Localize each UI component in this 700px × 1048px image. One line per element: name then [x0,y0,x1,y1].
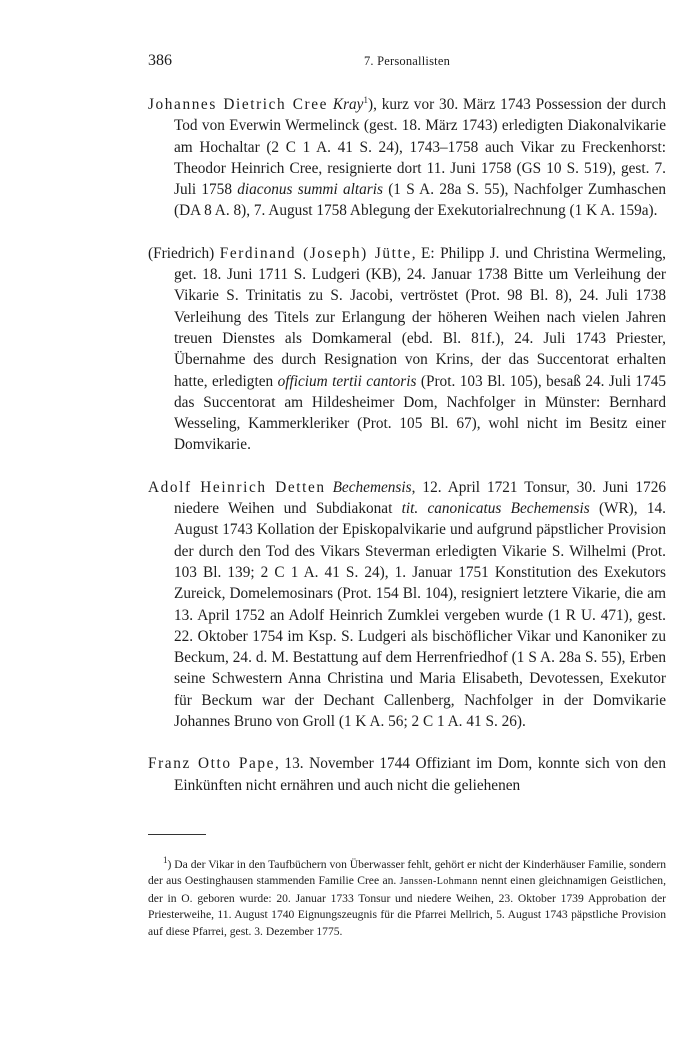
entry-name: Adolf Heinrich Detten [148,478,326,496]
entry-pape [148,753,666,796]
page-number: 386 [148,52,172,69]
entry-text: (WR), 14. August 1743 Kollation der Episkopalvikarie und aufgrund päpstlicher Provision der durch den Tod des Vikars Steverman erledigten Vikarie S. Wilhelmi (Prot. 103 Bl. 139; 2 C 1 A. 41 S. 24), 1. Januar 1751 Konstitution des Exekutors Zureick, Domelemosinars (Prot. 154 Bl. 104), resigniert letztere Vikarie, die am 13. April 1752 an Adolf Heinrich Zumklei vergeben wurde (1 R U. 471), gest. 22. Oktober 1754 im Ksp. S. Ludgeri als bischöflicher Vikar und Kanoniker zu Beckum, 24. d. M. Bestattung auf dem Herrenfriedhof (1 S A. 28a S. 55), Erben seine Schwestern Anna Christina und Maria Elisabeth, Devotessen, Exekutor für Beckum war der Dechant Callenberg, Nachfolger in der Domvikarie Johannes Bruno von Groll (1 K A. 56; 2 C 1 A. 41 S. 26). [174,500,666,731]
entry-text: ), kurz vor 30. März 1743 Possession der durch Tod von Everwin Wermelinck (gest. 18. März 1743) erledigten Diakonalvikarie am Hochaltar (2 C 1 A. 41 S. 24), 1743–1758 auch Vikar zu Freckenhorst: Theodor Heinrich Cree, resignierte dort 11. Juni 1758 (GS 10 S. 519), gest. 7. Juli 1758 [174,96,667,199]
footnote-marker: 1 [163,854,168,865]
entry-text [326,479,333,496]
entry-text: (1 S A. 28a S. 55), Nachfolger Zumhaschen (DA 8 A. 8), 7. August 1758 Ablegung der Exekutorialrechnung (1 K A. 159a). [174,181,667,220]
running-head: 7. Personallisten [363,54,451,68]
entry-text: , E: Philipp J. und Christina Wermeling, get. 18. Juni 1711 S. Ludgeri (KB), 24. Januar 1738 Bitte um Verleihung der Vikarie S. Trinitatis zu S. Jacobi, vertröstet (Prot. 98 Bl. 8), 24. Juli 1738 Verleihung des Titels zur Erlangung der höheren Weihen nach vielen Jahren treuen Dienstes als Domkameral (ebd. Bl. 81f.), 24. Juli 1743 Priester, Übernahme des durch Resignation von Krins, der das Succentorat erhalten hatte, erledigten [174,244,666,390]
page-header [148,52,666,76]
entry-text-italic: tit. canonicatus Bechemensis [401,500,590,518]
entry-juette [148,243,666,456]
entry-name: Johannes Dietrich Cree [148,96,328,113]
footnote [148,854,666,941]
entry-text-italic: diaconus summi altaris [237,181,383,199]
entry-cree [148,94,666,222]
entry-text-italic: Bechemensis [332,478,412,496]
entry-text: , 13. November 1744 Offiziant im Dom, konnte sich von den Einkünften nicht ernähren und auch nicht die geliehenen [174,755,666,794]
entry-text-italic: officium tertii cantoris [277,372,417,390]
entry-name: Franz Otto Pape [148,755,275,773]
footnote-reference[interactable]: 1 [363,94,368,105]
footnote-separator [148,834,206,835]
entry-name: Ferdinand (Joseph) Jütte [219,244,412,262]
entry-list [148,94,666,796]
entry-text: , 12. April 1721 Tonsur, 30. Juni 1726 niedere Weihen und Subdiakonat [174,478,666,518]
entry-name-suffix: Kray [332,96,364,113]
footnote-author: Janssen-Lohmann [399,876,478,888]
footnote-text: ) Da der Vikar in den Taufbüchern von Überwasser fehlt, gehört er nicht der Kinderhäuser Familie, sondern der aus Oestinghausen stammenden Familie Cree an. [148,857,666,888]
footnote-text: nennt einen gleichnamigen Geistlichen, der in O. geboren wurde: 20. Januar 1733 Tonsur und niedere Weihen, 23. Oktober 1739 Approbation der Priesterweihe, 11. August 1740 Eignungszeugnis für die Pfarrei Mellrich, 5. August 1743 päpstliche Provision auf diese Pfarrei, gest. 3. Dezember 1775. [148,874,666,938]
entry-detten [148,477,666,733]
entry-text: (Prot. 103 Bl. 105), besaß 24. Juli 1745 das Succentorat am Hildesheimer Dom, Nachfolger in Münster: Bernhard Wesseling, Kammerkleriker (Prot. 105 Bl. 67), wohl nicht im Besitz einer Domvikarie. [174,372,666,454]
entry-name-prefix: (Friedrich) [148,244,220,262]
